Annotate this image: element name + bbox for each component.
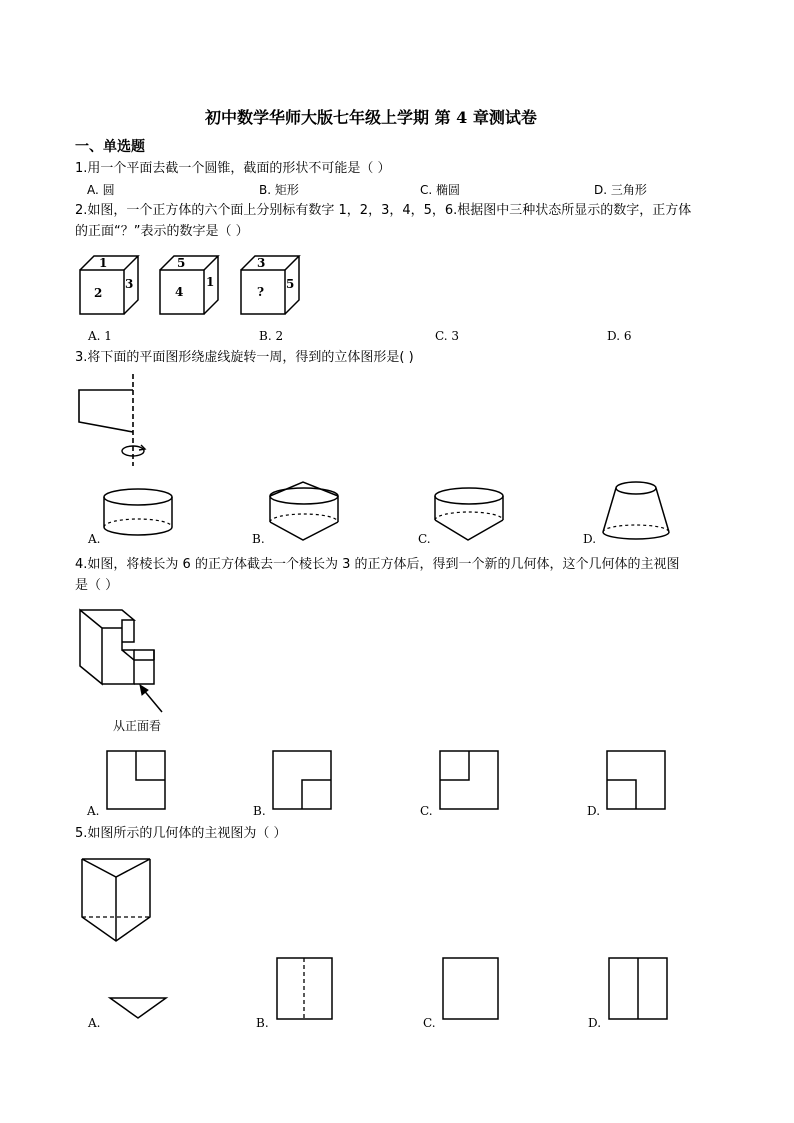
q3-option-b-cylinder-with-cones <box>268 478 342 544</box>
q2-option-d: D. 6 <box>607 329 632 343</box>
q5-option-c-view <box>442 957 500 1021</box>
q3-option-c-cylinder-with-cone <box>433 486 507 546</box>
q1-option-c: C. 椭圆 <box>420 183 461 197</box>
cube-1-top-number: 1 <box>99 256 108 270</box>
q4-notched-cube-figure <box>78 602 178 714</box>
q2-option-a: A. 1 <box>88 329 112 343</box>
q4-option-c-view <box>439 750 501 812</box>
q5-option-b-letter: B. <box>256 1016 269 1030</box>
q5-triangular-prism-figure <box>80 855 154 945</box>
q4-option-d-view <box>606 750 668 812</box>
cube-2-right-number: 1 <box>206 275 215 289</box>
q5-option-a-letter: A. <box>88 1016 101 1030</box>
q3-option-a-cylinder <box>100 487 180 543</box>
q1-stem: 1.用一个平面去截一个圆锥，截面的形状不可能是（ ） <box>75 161 391 176</box>
q3-stem: 3.将下面的平面图形绕虚线旋转一周，得到的立体图形是( ) <box>75 350 414 365</box>
q4-option-a-letter: A. <box>87 804 100 818</box>
q5-option-a-view <box>108 996 168 1022</box>
q3-option-d-letter: D. <box>583 532 597 546</box>
q4-option-b-view <box>272 750 334 812</box>
q5-stem: 5.如图所示的几何体的主视图为（ ） <box>75 826 287 841</box>
q5-option-c-letter: C. <box>423 1016 436 1030</box>
q2-stem-line1: 2.如图，一个正方体的六个面上分别标有数字 1，2，3，4，5，6.根据图中三种状态所显示的数字，正方体 <box>75 203 692 218</box>
q2-cubes-figure <box>78 252 308 322</box>
q1-option-b: B. 矩形 <box>259 183 299 197</box>
q3-option-d-frustum <box>600 478 674 544</box>
q4-view-label: 从正面看 <box>113 719 162 733</box>
cube-1 <box>80 256 138 314</box>
q3-option-c-letter: C. <box>418 532 431 546</box>
q1-option-a: A. 圆 <box>87 183 115 197</box>
cube-2 <box>160 256 218 314</box>
q5-option-d-letter: D. <box>588 1016 602 1030</box>
q4-option-a-view <box>106 750 168 812</box>
q4-option-d-letter: D. <box>587 804 601 818</box>
q4-option-b-letter: B. <box>253 804 266 818</box>
cube-3-top-number: 3 <box>257 256 266 270</box>
q5-option-b-view <box>276 957 334 1021</box>
cube-3-front-number: ? <box>257 285 265 299</box>
page-title: 初中数学华师大版七年级上学期 第 4 章测试卷 <box>205 108 537 127</box>
q1-option-d: D. 三角形 <box>594 183 647 197</box>
cube-1-front-number: 2 <box>94 286 103 300</box>
q3-option-a-letter: A. <box>88 532 101 546</box>
q2-option-c: C. 3 <box>435 329 460 343</box>
cube-3 <box>241 256 299 314</box>
q4-stem-line1: 4.如图，将棱长为 6 的正方体截去一个棱长为 3 的正方体后，得到一个新的几何体，这个几何体的主视图 <box>75 557 680 572</box>
cube-3-right-number: 5 <box>286 277 295 291</box>
q4-option-c-letter: C. <box>420 804 433 818</box>
q2-stem-line2: 的正面“？”表示的数字是（ ） <box>75 224 249 239</box>
section-heading: 一、单选题 <box>75 139 145 155</box>
cube-1-right-number: 3 <box>125 277 134 291</box>
q3-plane-shape-figure <box>75 372 155 467</box>
q5-option-d-view <box>608 957 670 1021</box>
q4-stem-line2: 是（ ） <box>75 578 119 593</box>
q3-option-b-letter: B. <box>252 532 265 546</box>
cube-2-top-number: 5 <box>177 256 186 270</box>
q2-option-b: B. 2 <box>259 329 284 343</box>
cube-2-front-number: 4 <box>175 285 184 299</box>
